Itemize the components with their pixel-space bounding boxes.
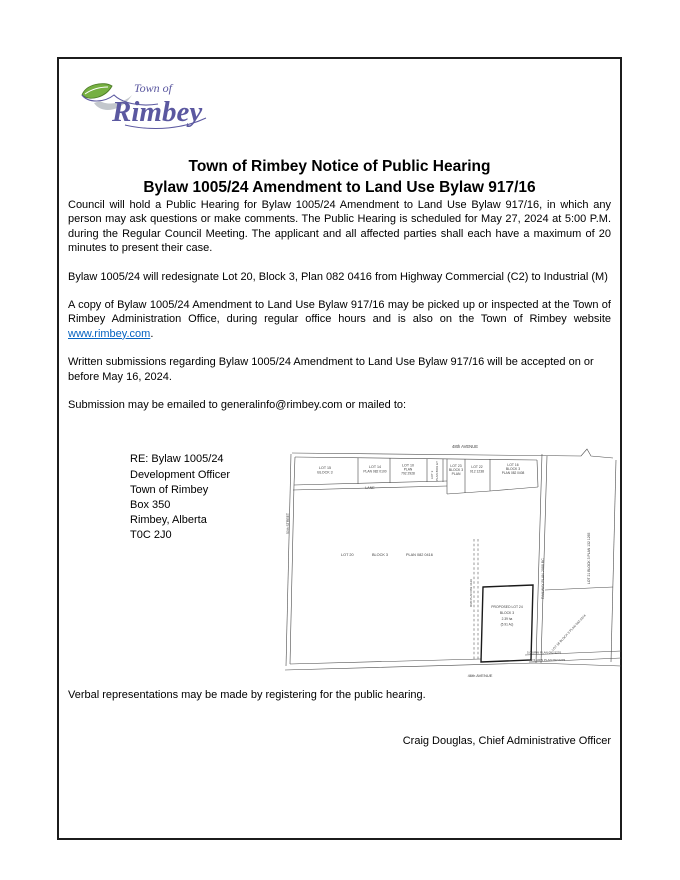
mailing-address <box>130 452 230 543</box>
copy-info-text: A copy of Bylaw 1005/24 Amendment to Land Use Bylaw 917/16 may be picked up or inspected at the Town of Rimbey Administration Office, during regular office hours and is also on the Town of Rimbey website <box>68 299 611 326</box>
signature-line: Craig Douglas, Chief Administrative Officer <box>402 734 611 747</box>
lot15-label: LOT 15 <box>319 466 331 471</box>
lot10-label: PLAN <box>403 467 413 472</box>
address-line: Rimbey, Alberta <box>130 514 207 527</box>
lot20-label: PLAN 082 0416 <box>406 553 433 558</box>
lot14-label: LOT 14 <box>369 465 381 470</box>
lot20-label: LOT 20 <box>341 553 354 558</box>
address-line: Town of Rimbey <box>130 483 209 496</box>
lot10-label: LOT 10 <box>402 463 414 468</box>
street-label-bottom: 46th AVENUE <box>467 673 493 679</box>
paragraph-copy-info <box>68 298 611 341</box>
copy-info-period: . <box>150 327 154 340</box>
paragraph-hearing-details: Council will hold a Public Hearing for Bylaw 1005/24 Amendment to Land Use Bylaw 917/16, in which any person may ask questions or make comments. The Public Hearing is scheduled for May 27, 2024 at 5:00 P.M. during the Regular Council Meeting. The applicant and all affected parties shall each have a maximum of 20 minutes to present their case. <box>68 199 611 255</box>
notice-title <box>68 156 611 198</box>
rimbey-website-link[interactable]: www.rimbey.com <box>68 327 151 340</box>
logo-town-of: Town of <box>134 81 172 95</box>
lot23-label: PLAN <box>451 472 461 477</box>
lot16-label: PLAN 082 0408 <box>501 471 525 476</box>
address-line: RE: Bylaw 1005/24 <box>130 453 224 466</box>
lot15-label: BLOCK 3 <box>317 470 333 475</box>
proposed-lot-label: PROPOSED LOT 24 <box>491 605 523 610</box>
notice-page <box>57 57 622 840</box>
lot20-label: BLOCK 3 <box>372 553 389 558</box>
paragraph-written-submissions: Written submissions regarding Bylaw 1005/24 Amendment to Land Use Bylaw 917/16 will be accepted on or before May 16, 2024. <box>68 356 594 383</box>
town-of-rimbey-logo <box>70 77 240 135</box>
lot18-diagonal-label: LOT 18 BLOCK 3 PLAN 092 0274 <box>550 614 587 653</box>
address-line: Development Officer <box>130 468 231 481</box>
logo-rimbey: Rimbey <box>112 96 203 128</box>
railway-label: RAILWAY PLAN 2088 BC <box>541 558 545 600</box>
urw-label: 5.0 URW PLAN 092 5276 <box>527 650 562 655</box>
title-line-1: Town of Rimbey Notice of Public Hearing <box>188 158 491 175</box>
proposed-lot-label: BLOCK 3 <box>499 611 515 616</box>
lot16-label: BLOCK 3 <box>505 467 521 472</box>
urw-label: 2.5 URW PLAN 092 0275 <box>531 658 566 663</box>
paragraph-redesignation: Bylaw 1005/24 will redesignate Lot 20, Block 3, Plan 082 0416 from Highway Commercial (C2) to Industrial (M) <box>68 270 608 283</box>
lot3-label: PLAN 8001 ET <box>435 461 439 482</box>
address-and-map-section <box>68 426 611 688</box>
street-label-top: 48th AVENUE <box>452 444 478 450</box>
lot22-label: LOT 22 <box>471 465 483 470</box>
proposed-lot-label: 2.39 ha <box>501 617 513 622</box>
title-line-2: Bylaw 1005/24 Amendment to Land Use Bylaw 917/16 <box>143 179 536 196</box>
lot21-label: LOT 21 BLOCK 3 PLAN 132 1265 <box>587 533 591 585</box>
lot22-label: 012 1238 <box>469 469 485 474</box>
street-label-left: 50th STREET <box>286 513 290 535</box>
rw-dashed-label: R/W PLAN 082 3129 <box>469 579 473 608</box>
proposed-lot-label: (5.91 Ac) <box>500 622 514 627</box>
paragraph-submission-email: Submission may be emailed to generalinfo@rimbey.com or mailed to: <box>68 399 407 412</box>
paragraph-verbal-representations: Verbal representations may be made by registering for the public hearing. <box>68 689 426 702</box>
lot14-label: PLAN 082 0100 <box>363 469 387 474</box>
address-line: T0C 2J0 <box>130 529 172 542</box>
lot3-label: LOT 3 <box>430 471 434 480</box>
plat-map <box>285 439 621 689</box>
lot10-label: 792 2928 <box>401 471 415 476</box>
lot23-label: BLOCK 3 <box>448 468 464 473</box>
lane-label: LANE <box>365 486 375 491</box>
address-line: Box 350 <box>130 499 171 512</box>
lot23-label: LOT 23 <box>450 464 462 469</box>
lot16-label: LOT 16 <box>507 463 519 468</box>
